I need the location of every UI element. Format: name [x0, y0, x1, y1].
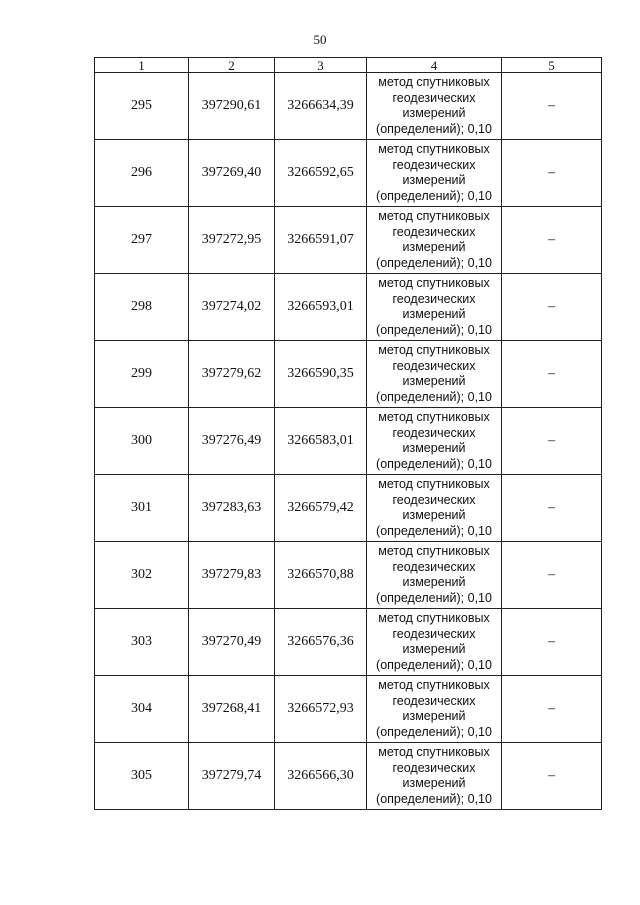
method-cell: [367, 73, 502, 140]
method-line: (определений); 0,10: [376, 389, 492, 404]
method-cell: [367, 475, 502, 542]
method-line: (определений); 0,10: [376, 724, 492, 739]
method-line: метод спутниковых: [378, 343, 490, 357]
method-cell: [367, 609, 502, 676]
note-cell: –: [502, 676, 602, 743]
point-number-cell: 296: [95, 140, 189, 207]
method-line: геодезических: [392, 492, 476, 507]
note-cell: –: [502, 274, 602, 341]
x-coordinate-cell: 397279,62: [189, 341, 275, 408]
method-line: метод спутниковых: [378, 75, 490, 89]
note-cell: –: [502, 743, 602, 810]
method-line: измерений: [402, 307, 466, 321]
table-row: [95, 475, 602, 542]
method-line: метод спутниковых: [378, 611, 490, 625]
method-line: измерений: [402, 173, 466, 187]
method-line: геодезических: [392, 90, 476, 105]
method-line: геодезических: [392, 626, 476, 641]
point-number-cell: 295: [95, 73, 189, 140]
table-header-row: [95, 58, 602, 73]
note-cell: –: [502, 207, 602, 274]
method-line: измерений: [402, 240, 466, 254]
method-line: (определений); 0,10: [376, 590, 492, 605]
x-coordinate-cell: 397268,41: [189, 676, 275, 743]
method-line: метод спутниковых: [378, 276, 490, 290]
point-number-cell: 301: [95, 475, 189, 542]
method-line: метод спутниковых: [378, 745, 490, 759]
point-number-cell: 297: [95, 207, 189, 274]
y-coordinate-cell: 3266572,93: [275, 676, 367, 743]
y-coordinate-cell: 3266634,39: [275, 73, 367, 140]
note-cell: –: [502, 408, 602, 475]
method-cell: [367, 542, 502, 609]
table-row: [95, 743, 602, 810]
y-coordinate-cell: 3266576,36: [275, 609, 367, 676]
x-coordinate-cell: 397283,63: [189, 475, 275, 542]
note-cell: –: [502, 341, 602, 408]
method-line: измерений: [402, 374, 466, 388]
y-coordinate-cell: 3266590,35: [275, 341, 367, 408]
table-row: [95, 676, 602, 743]
table-body: [95, 73, 602, 810]
x-coordinate-cell: 397272,95: [189, 207, 275, 274]
note-cell: –: [502, 73, 602, 140]
method-line: метод спутниковых: [378, 410, 490, 424]
method-line: измерений: [402, 776, 466, 790]
table-row: [95, 609, 602, 676]
column-header-4: 4: [367, 58, 502, 73]
method-line: (определений); 0,10: [376, 255, 492, 270]
coordinates-table: [94, 57, 602, 810]
method-line: (определений); 0,10: [376, 791, 492, 806]
column-header-3: 3: [275, 58, 367, 73]
method-line: измерений: [402, 441, 466, 455]
x-coordinate-cell: 397279,74: [189, 743, 275, 810]
method-cell: [367, 743, 502, 810]
table-row: [95, 341, 602, 408]
x-coordinate-cell: 397279,83: [189, 542, 275, 609]
point-number-cell: 298: [95, 274, 189, 341]
x-coordinate-cell: 397269,40: [189, 140, 275, 207]
method-line: (определений); 0,10: [376, 188, 492, 203]
method-cell: [367, 207, 502, 274]
column-header-1: 1: [95, 58, 189, 73]
table-row: [95, 408, 602, 475]
note-cell: –: [502, 609, 602, 676]
page-number: 50: [313, 32, 327, 47]
method-cell: [367, 274, 502, 341]
method-line: метод спутниковых: [378, 209, 490, 223]
method-line: метод спутниковых: [378, 477, 490, 491]
method-line: геодезических: [392, 693, 476, 708]
point-number-cell: 305: [95, 743, 189, 810]
table-row: [95, 140, 602, 207]
x-coordinate-cell: 397270,49: [189, 609, 275, 676]
method-line: (определений); 0,10: [376, 121, 492, 136]
method-line: геодезических: [392, 425, 476, 440]
point-number-cell: 300: [95, 408, 189, 475]
method-line: метод спутниковых: [378, 544, 490, 558]
y-coordinate-cell: 3266592,65: [275, 140, 367, 207]
y-coordinate-cell: 3266570,88: [275, 542, 367, 609]
point-number-cell: 303: [95, 609, 189, 676]
method-line: измерений: [402, 642, 466, 656]
method-cell: [367, 408, 502, 475]
y-coordinate-cell: 3266566,30: [275, 743, 367, 810]
method-line: (определений); 0,10: [376, 322, 492, 337]
method-line: геодезических: [392, 559, 476, 574]
method-line: измерений: [402, 106, 466, 120]
x-coordinate-cell: 397276,49: [189, 408, 275, 475]
note-cell: –: [502, 542, 602, 609]
note-cell: –: [502, 140, 602, 207]
x-coordinate-cell: 397290,61: [189, 73, 275, 140]
table-row: [95, 542, 602, 609]
y-coordinate-cell: 3266583,01: [275, 408, 367, 475]
method-cell: [367, 341, 502, 408]
method-line: измерений: [402, 508, 466, 522]
method-line: геодезических: [392, 157, 476, 172]
note-cell: –: [502, 475, 602, 542]
y-coordinate-cell: 3266593,01: [275, 274, 367, 341]
table-row: [95, 207, 602, 274]
point-number-cell: 302: [95, 542, 189, 609]
method-line: измерений: [402, 575, 466, 589]
method-line: геодезических: [392, 224, 476, 239]
method-line: (определений); 0,10: [376, 523, 492, 538]
method-line: метод спутниковых: [378, 678, 490, 692]
x-coordinate-cell: 397274,02: [189, 274, 275, 341]
point-number-cell: 299: [95, 341, 189, 408]
method-line: метод спутниковых: [378, 142, 490, 156]
method-line: геодезических: [392, 760, 476, 775]
method-line: (определений); 0,10: [376, 657, 492, 672]
method-cell: [367, 676, 502, 743]
column-header-5: 5: [502, 58, 602, 73]
method-line: (определений); 0,10: [376, 456, 492, 471]
y-coordinate-cell: 3266579,42: [275, 475, 367, 542]
method-line: геодезических: [392, 358, 476, 373]
method-cell: [367, 140, 502, 207]
table-row: [95, 274, 602, 341]
method-line: измерений: [402, 709, 466, 723]
column-header-2: 2: [189, 58, 275, 73]
point-number-cell: 304: [95, 676, 189, 743]
table-row: [95, 73, 602, 140]
method-line: геодезических: [392, 291, 476, 306]
y-coordinate-cell: 3266591,07: [275, 207, 367, 274]
